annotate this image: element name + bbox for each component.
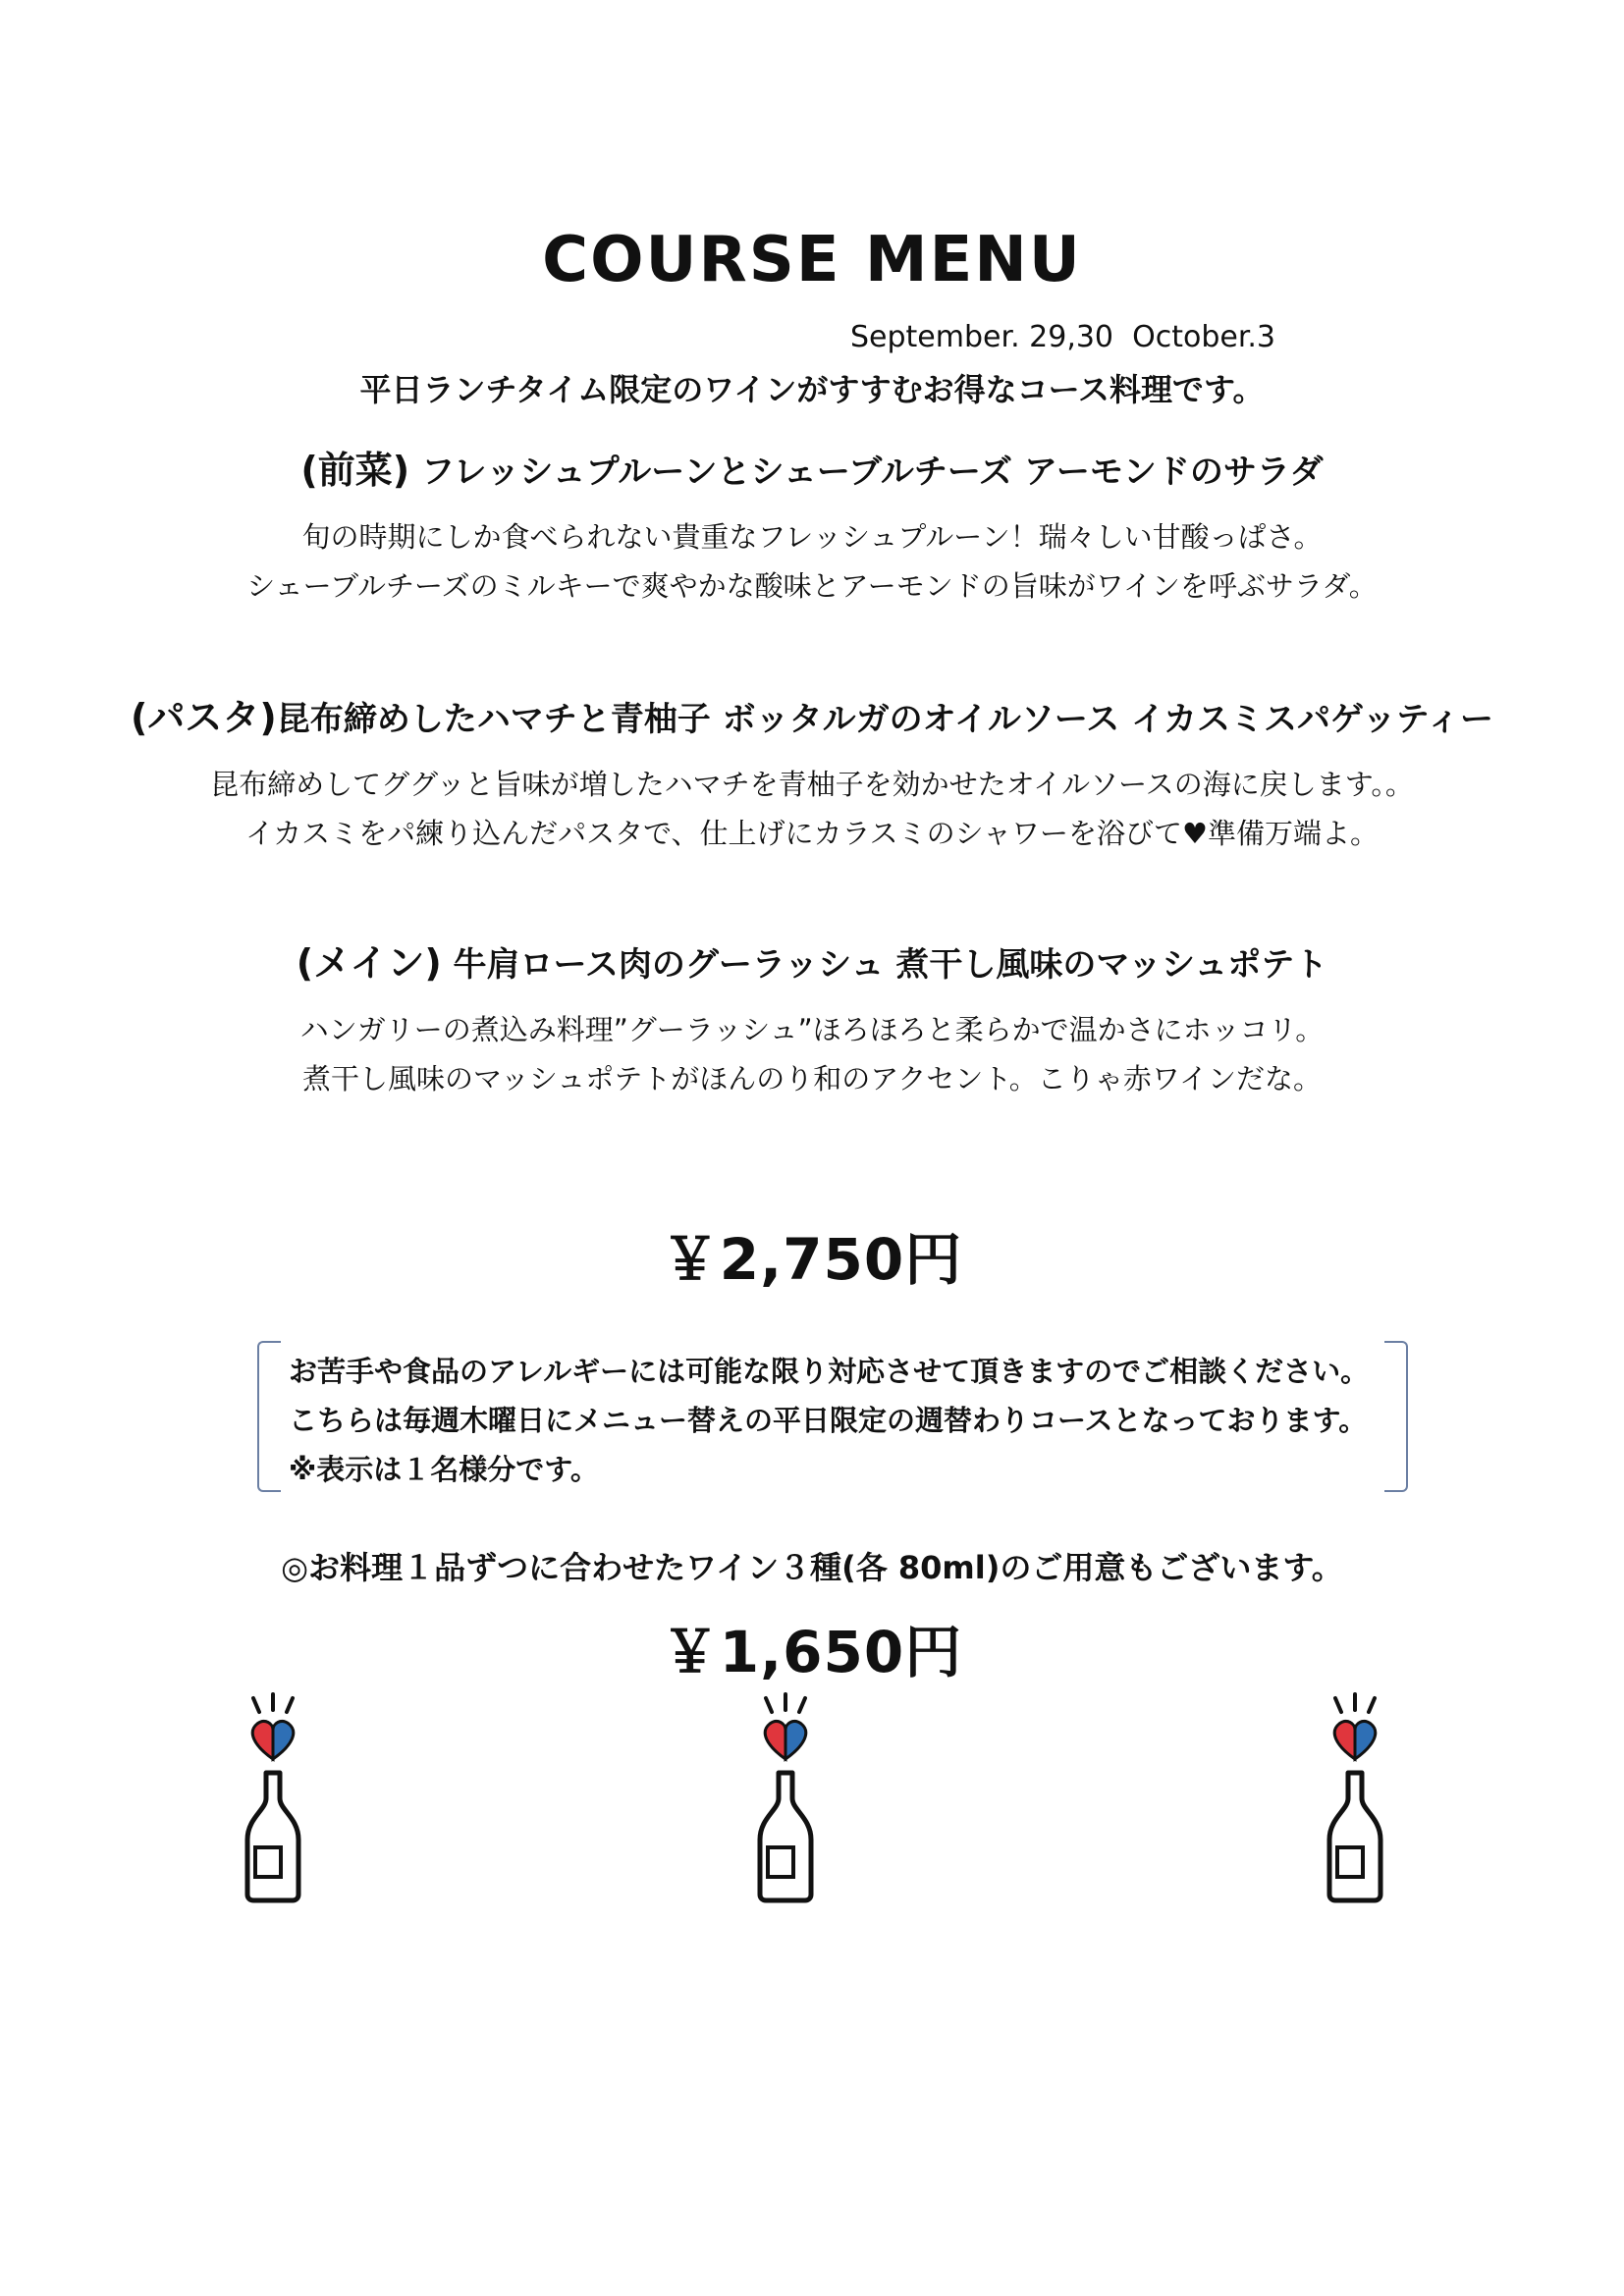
desc-line: イカスミをパ練り込んだパスタで、仕上げにカラスミのシャワーを浴びて♥準備万端よ。 — [244, 817, 1380, 850]
course-name: 昆布締めしたハマチと青柚子 ボッタルガのオイルソース イカスミスパゲッティー — [276, 700, 1493, 739]
desc-line: ハンガリーの煮込み料理”グーラッシュ”ほろほろと柔らかで温かさにホッコリ。 — [299, 1013, 1325, 1046]
wine-price: ￥1,650円 — [661, 1619, 963, 1685]
wine-bottle-with-heart-icon — [1316, 1690, 1394, 1910]
notice-line: お苦手や食品のアレルギーには可能な限り対応させて頂きますのでご相談ください。 — [289, 1355, 1370, 1388]
wine-bottle-with-heart-icon — [234, 1690, 312, 1910]
wine-bottle-with-heart-icon — [746, 1690, 825, 1910]
desc-line: 煮干し風味のマッシュポテトがほんのり和のアクセント。こりゃ赤ワインだな。 — [302, 1062, 1322, 1095]
page-title: COURSE MENU — [542, 224, 1082, 296]
course-heading-pasta — [0, 687, 1624, 741]
course-heading-appetizer — [0, 440, 1624, 494]
bottle-svg — [1316, 1690, 1394, 1906]
course-name: フレッシュプルーンとシェーブルチーズ アーモンドのサラダ — [409, 453, 1324, 492]
course-desc-main — [0, 1005, 1624, 1103]
course-desc-pasta — [0, 760, 1624, 858]
course-heading-main — [0, 933, 1624, 987]
bracket-left — [257, 1341, 281, 1492]
desc-line: シェーブルチーズのミルキーで爽やかな酸味とアーモンドの旨味がワインを呼ぶサラダ。 — [246, 569, 1378, 603]
course-desc-appetizer — [0, 512, 1624, 611]
intro-text: 平日ランチタイム限定のワインがすすむお得なコース料理です。 — [359, 371, 1265, 408]
course-tag: (前菜) — [300, 449, 410, 492]
notice-box — [257, 1341, 1408, 1488]
desc-line: 昆布締めしてググッと旨味が増したハマチを青柚子を効かせたオイルソースの海に戻します。。 — [210, 768, 1414, 801]
notice-line: こちらは毎週木曜日にメニュー替えの平日限定の週替わりコースとなっております。 — [289, 1404, 1368, 1437]
wine-pairing-text: ◎お料理１品ずつに合わせたワイン３種(各 80ml)のご用意もございます。 — [281, 1549, 1343, 1586]
event-dates: September. 29,30 October.3 — [850, 320, 1276, 354]
notice-line: ※表示は１名様分です。 — [289, 1453, 599, 1486]
bottle-svg — [746, 1690, 825, 1906]
course-tag: (パスタ) — [131, 696, 277, 739]
course-tag: (メイン) — [296, 941, 442, 985]
bracket-right — [1384, 1341, 1408, 1492]
course-price: ￥2,750円 — [661, 1226, 963, 1293]
desc-line: 旬の時期にしか食べられない貴重なフレッシュプルーン！瑞々しい甘酸っぱさ。 — [301, 520, 1323, 554]
bottle-svg — [234, 1690, 312, 1906]
notice-text — [289, 1347, 1369, 1494]
course-name: 牛肩ロース肉のグーラッシュ 煮干し風味のマッシュポテト — [441, 945, 1328, 985]
